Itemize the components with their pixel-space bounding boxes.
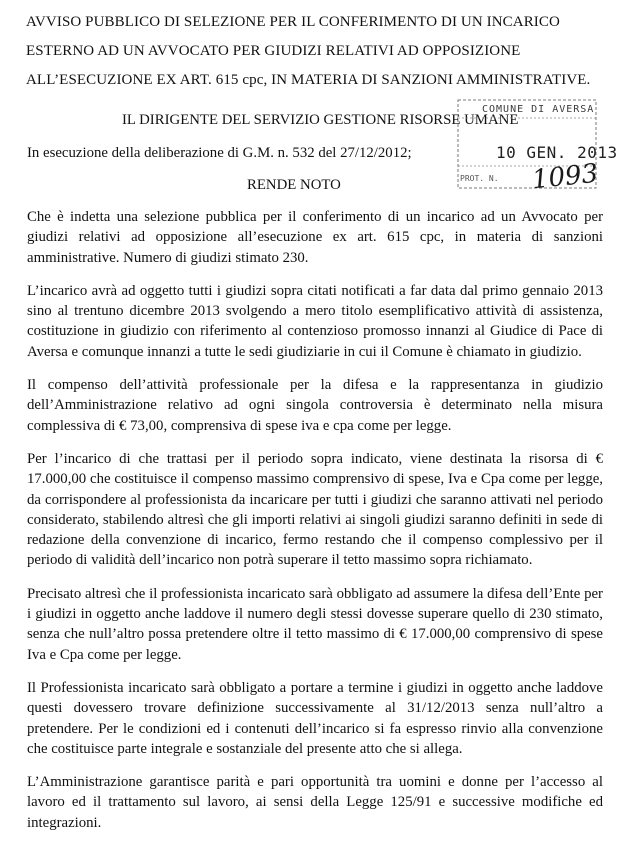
stamp-prefix: PROT. N.	[460, 174, 499, 183]
protocol-stamp	[452, 98, 618, 196]
title-line: ALL’ESECUZIONE EX ART. 615 cpc, IN MATERIA DI SANZIONI AMMINISTRATIVE.	[26, 72, 591, 88]
body-paragraph: L’incarico avrà ad oggetto tutti i giudizi sopra citati notificati a far data dal primo gennaio 2013 sino al trentuno dicembre 2013 svolgendo a mero titolo esemplificativo attività di assistenza, costituzione in giudizio con riferimento al contenzioso promosso innanzi al Giudice di Pace di Aversa e comunque innanzi a tutte le sedi giudiziarie in cui il Comune è chiamato in giudizio.	[27, 282, 603, 360]
body-paragraph: Il compenso dell’attività professionale per la difesa e la rappresentanza in giudizio dell’Amministrazione relativo ad ogni singola controversia è determinato nella misura complessiva di € 73,00, comprensiva di spese iva e cpa come per legge.	[27, 377, 603, 434]
title-line: AVVISO PUBBLICO DI SELEZIONE PER IL CONFERIMENTO DI UN INCARICO	[26, 14, 560, 30]
body-paragraph: Il Professionista incaricato sarà obbligato a portare a termine i giudizi in oggetto anche laddove questi dovessero trovare definizione successivamente al 31/12/2013 senza null’altro a pretendere. Per le condizioni ed i contenuti dell’incarico si fa espresso rinvio alla convenzione che costituisce parte integrale e sostanziale del presente atto che si allega.	[27, 679, 603, 757]
title-line: ESTERNO AD UN AVVOCATO PER GIUDIZI RELATIVI AD OPPOSIZIONE	[26, 43, 521, 59]
issuer-heading: IL DIRIGENTE DEL SERVIZIO GESTIONE RISORSE UMANE	[122, 112, 519, 128]
execution-line: In esecuzione della deliberazione di G.M. n. 532 del 27/12/2012;	[27, 145, 412, 161]
body-paragraph: Che è indetta una selezione pubblica per il conferimento di un incarico ad un Avvocato per giudizi relativi ad opposizione all’esecuzione ex art. 615 cpc, in materia di sanzioni amministrative. Numero di giudizi stimato 230.	[27, 209, 603, 266]
body-paragraph: Per l’incarico di che trattasi per il periodo sopra indicato, viene destinata la risorsa di € 17.000,00 che costituisce il compenso massimo comprensivo di spese, Iva e Cpa come per legge, da corrispondere al professionista da incaricare per tutti i giudizi che saranno attivati nel periodo considerato, stabilendo altresì che gli importi relativi ai singoli giudizi saranno definiti in sede di redazione della convenzione di incarico, fermo restando che il compenso complessivo per il periodo di validità dell’incarico non potrà superare il tetto massimo sopra richiamato.	[27, 450, 603, 569]
rende-noto-heading: RENDE NOTO	[247, 177, 341, 193]
body-paragraph: L’Amministrazione garantisce parità e pari opportunità tra uomini e donne per l’accesso al lavoro ed il trattamento sul lavoro, ai sensi della Legge 125/91 e successive modifiche ed integrazioni.	[27, 774, 603, 831]
stamp-handwritten-number: 1093	[530, 158, 600, 196]
body-paragraph: Precisato altresì che il professionista incaricato sarà obbligato ad assumere la difesa dell’Ente per i giudizi in oggetto anche laddove il numero degli stessi dovesse superare quello di 230 stimato, senza che null’altro possa pretendere oltre il tetto massimo di € 17.000,00 comprensivo di spese Iva e Cpa come per legge.	[27, 585, 603, 663]
notice-title	[26, 8, 591, 95]
stamp-header: COMUNE DI AVERSA	[482, 104, 595, 115]
stamp-date: 10 GEN. 2013	[496, 143, 618, 162]
notice-body	[27, 207, 603, 846]
